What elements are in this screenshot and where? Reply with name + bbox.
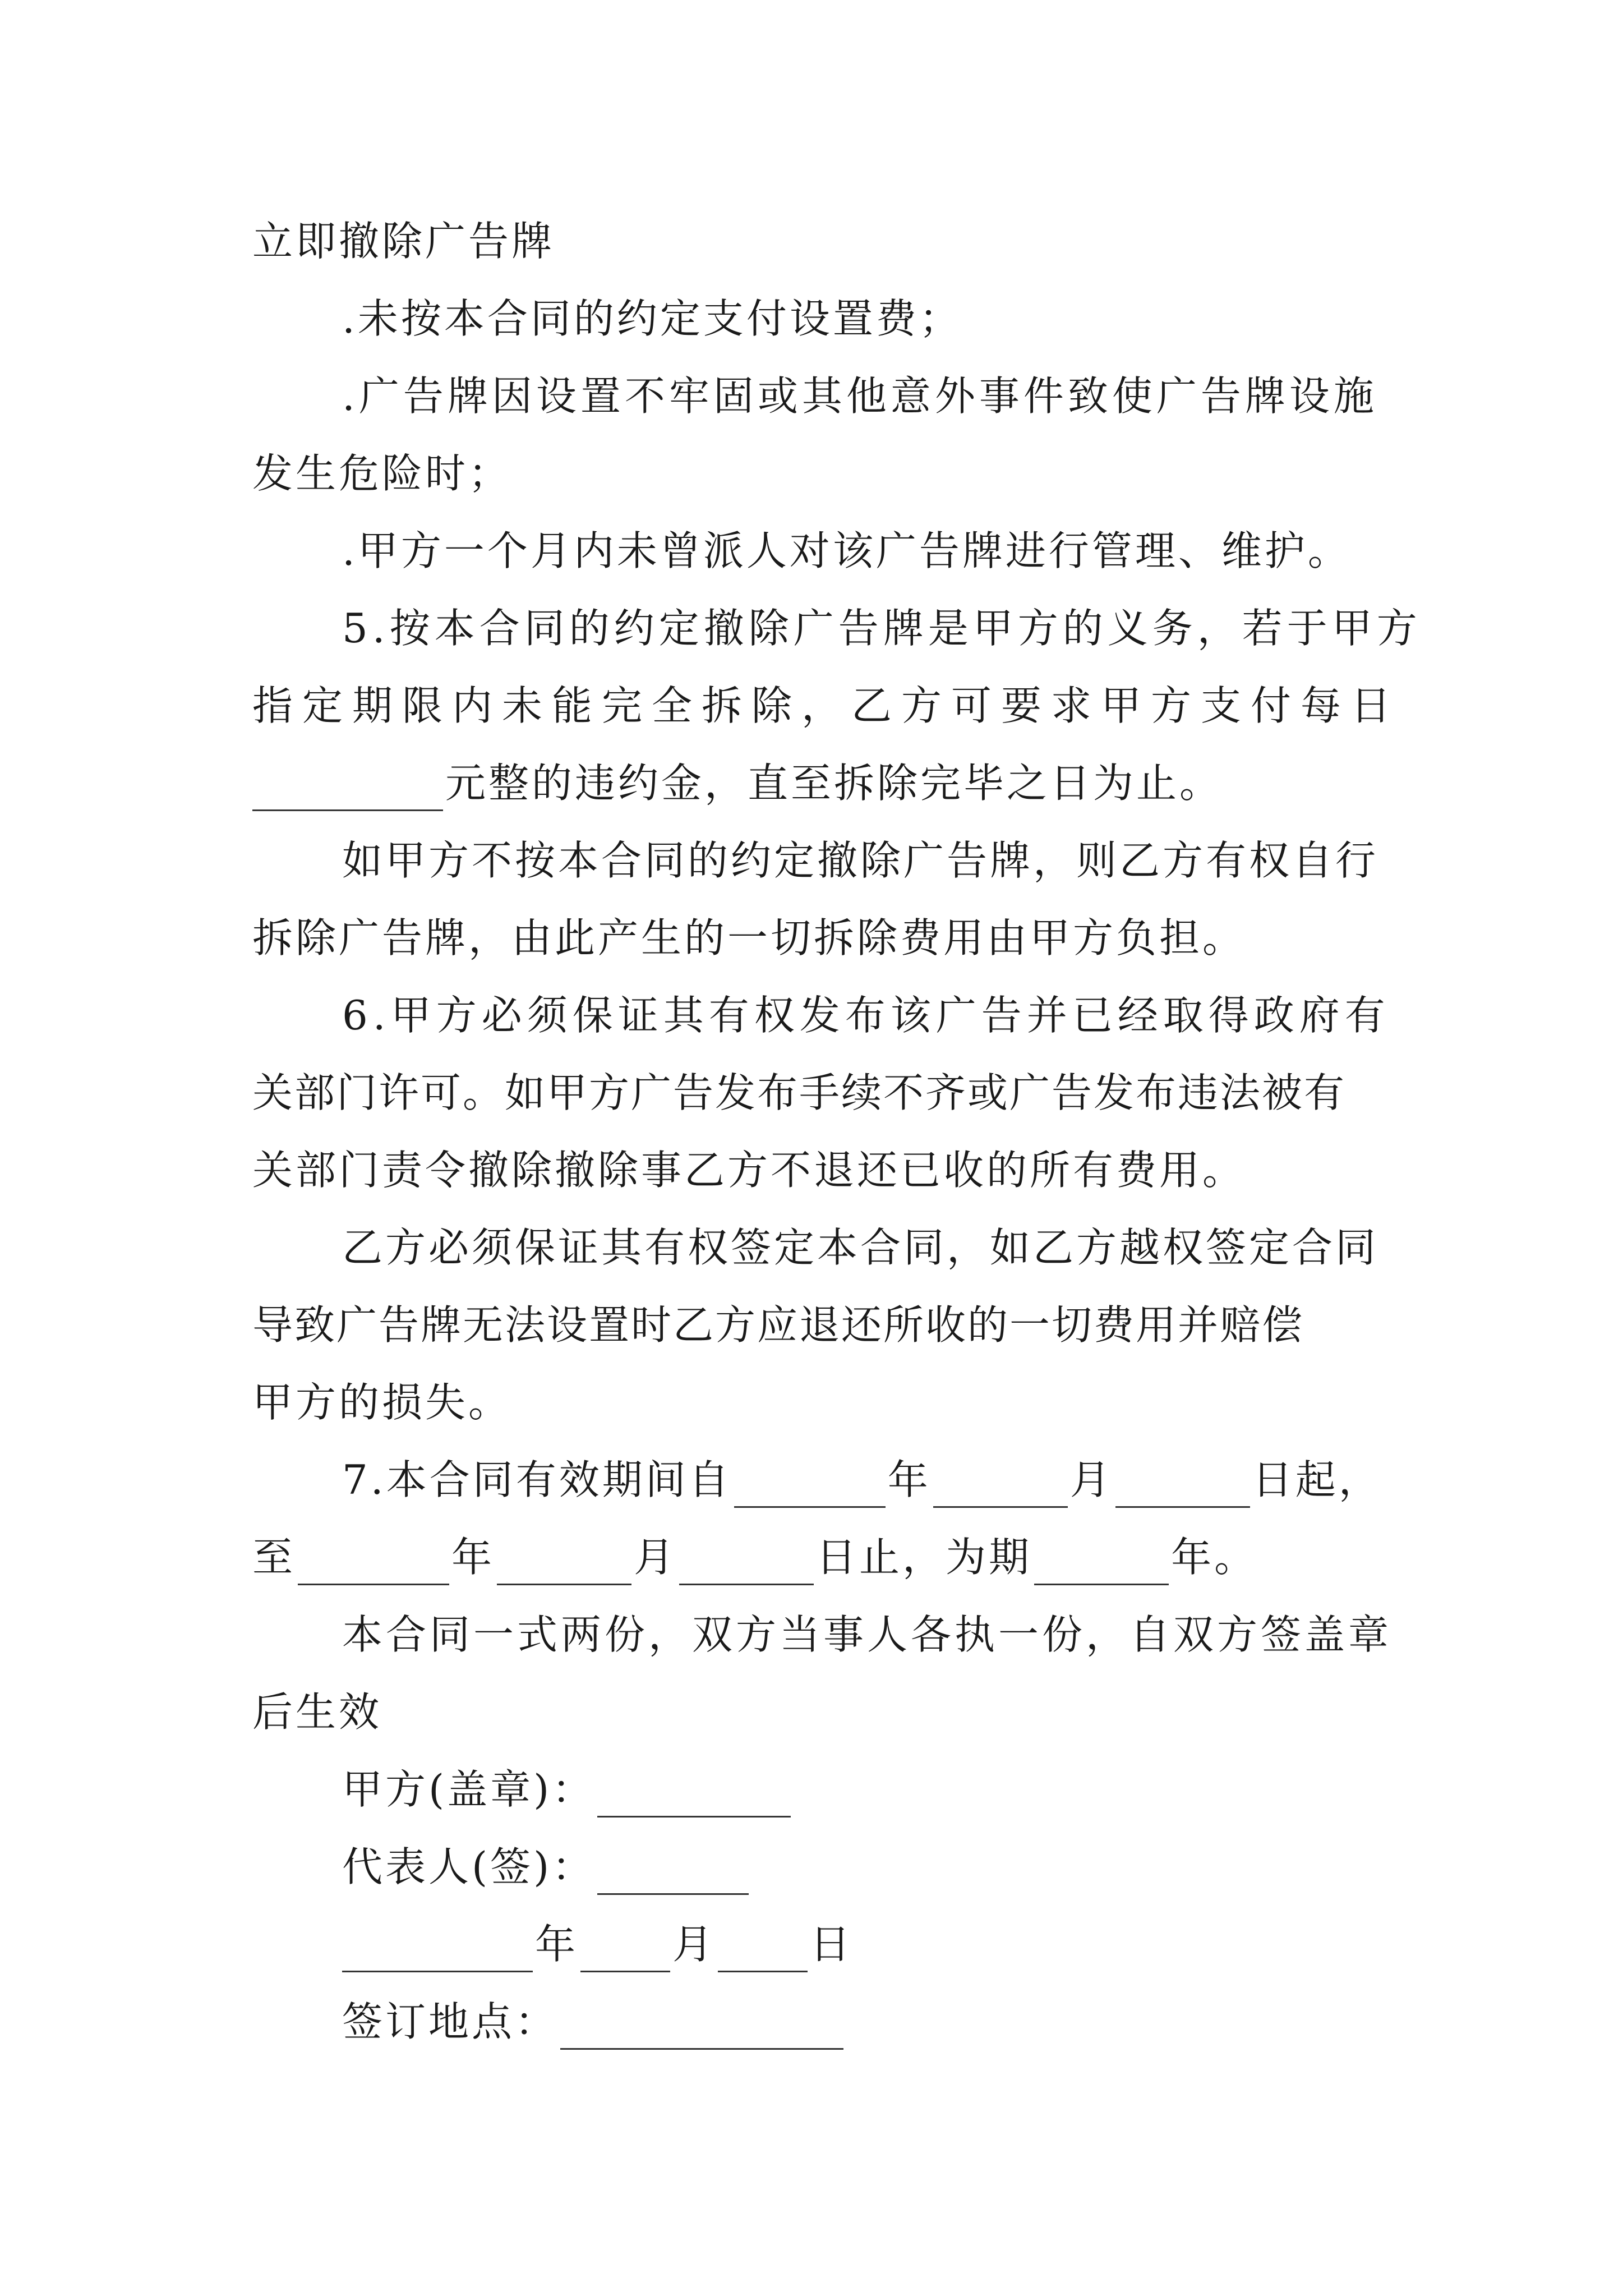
text-fragment: 7.本合同有效期间自 [342,1456,732,1503]
signature-representative [342,1839,1391,1895]
blank-sign-day [718,1931,808,1972]
text-fragment: 月 [672,1921,716,1968]
text-line: .未按本合同的约定支付设置费； [342,295,962,342]
text-line [252,1529,1391,1585]
signature-date [342,1916,1391,1972]
text-fragment: 年 [451,1534,495,1581]
text-fragment: 月 [1069,1456,1113,1503]
blank-start-month [933,1467,1068,1508]
blank-end-day [679,1544,814,1585]
text-fragment: 日止，为期 [816,1534,1032,1581]
blank-sign-month [580,1931,670,1972]
blank-representative [597,1854,749,1895]
text-fragment: 月 [634,1534,677,1581]
text-line: 立即撤除广告牌 [252,218,555,265]
text-line: 后生效 [252,1688,382,1736]
text-line: 指定期限内未能完全拆除，乙方可要求甲方支付每日 [252,682,1401,729]
blank-duration [1034,1544,1169,1585]
text-line: 5.按本合同的约定撤除广告牌是甲方的义务，若于甲方 [342,605,1422,652]
text-line [252,755,1391,811]
text-line: 甲方的损失。 [252,1379,512,1426]
signature-party-a [342,1761,1391,1818]
blank-party-a-seal [597,1777,791,1818]
text-fragment: 日 [810,1921,854,1968]
text-fragment: 元整的违约金，直至拆除完毕之日为止。 [445,760,1223,807]
text-line [342,1452,1391,1508]
label-representative: 代表人(签)： [342,1843,596,1890]
text-line: .甲方一个月内未曾派人对该广告牌进行管理、维护。 [342,527,1351,574]
blank-start-day [1115,1467,1250,1508]
text-fragment: 年 [887,1456,931,1503]
text-line: .广告牌因设置不牢固或其他意外事件致使广告牌设施 [342,372,1378,420]
text-fragment: 年 [535,1921,579,1968]
text-line: 如甲方不按本合同的约定撤除广告牌，则乙方有权自行 [342,837,1379,884]
blank-end-year [298,1544,449,1585]
signature-place [342,1994,1391,2050]
blank-start-year [734,1467,886,1508]
text-fragment: 日起， [1252,1456,1382,1503]
blank-sign-year [342,1931,533,1972]
blank-amount [252,770,443,811]
blank-end-month [497,1544,631,1585]
text-line: 关部门责令撤除撤除事乙方不退还已收的所有费用。 [252,1147,1246,1194]
label-sign-place: 签订地点： [342,1998,559,2045]
text-line: 关部门许可。如甲方广告发布手续不齐或广告发布违法被有 [252,1069,1347,1116]
label-party-a-seal: 甲方(盖章)： [342,1766,596,1813]
text-line: 发生危险时； [252,450,512,497]
text-fragment: 至 [252,1534,296,1581]
text-fragment: 年。 [1171,1534,1258,1581]
text-line: 乙方必须保证其有权签定本合同，如乙方越权签定合同 [342,1224,1379,1271]
text-line: 拆除广告牌，由此产生的一切拆除费用由甲方负担。 [252,914,1246,961]
text-line: 本合同一式两份，双方当事人各执一份，自双方签盖章 [342,1611,1393,1658]
text-line: 导致广告牌无法设置时乙方应退还所收的一切费用并赔偿 [252,1301,1304,1349]
text-line: 6.甲方必须保证其有权发布该广告并已经取得政府有 [342,992,1390,1039]
blank-sign-place [560,2009,843,2050]
